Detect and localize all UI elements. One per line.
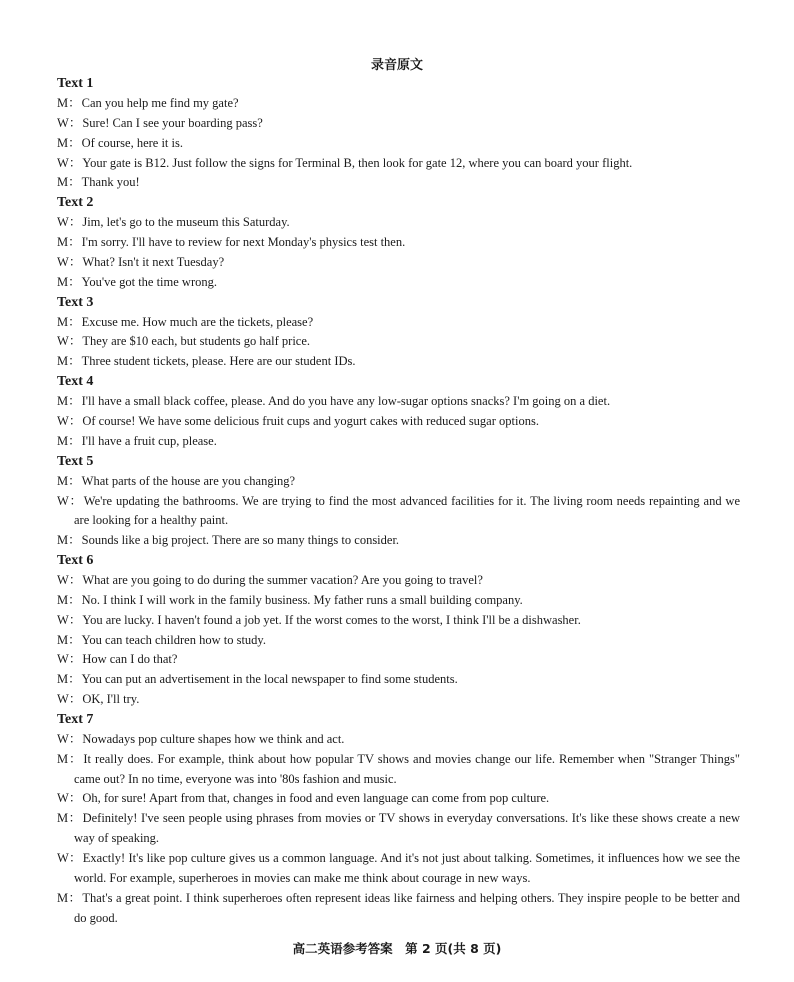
speaker-colon: ： [68, 433, 81, 448]
speaker-label: W [57, 692, 69, 707]
section-heading: Text 4 [57, 374, 94, 390]
speaker-label: W [57, 851, 69, 865]
speaker-label: M [57, 533, 69, 548]
dialogue-line [57, 173, 740, 193]
section-heading: Text 3 [57, 294, 94, 310]
utterance-text: We're updating the bathrooms. We are trying to find the most advanced facilities for it. The living room needs repainting and we are looking for a healthy paint. [74, 493, 740, 528]
speaker-colon: ： [68, 811, 82, 826]
speaker-label: M [57, 354, 69, 369]
dialogue-line [57, 332, 740, 352]
speaker-label: M [57, 135, 69, 150]
speaker-label: W [57, 731, 69, 746]
speaker-colon: ： [68, 672, 81, 687]
dialogue-line [57, 531, 740, 551]
dialogue-line [57, 273, 740, 293]
section-heading: Text 5 [57, 453, 94, 469]
utterance-text: Jim, let's go to the museum this Saturday. [82, 215, 290, 230]
speaker-colon: ： [68, 175, 81, 190]
speaker-label: W [57, 155, 69, 170]
dialogue-line [57, 154, 740, 174]
speaker-label: W [57, 115, 69, 130]
speaker-colon: ： [68, 632, 81, 647]
dialogue-line [57, 591, 740, 611]
dialogue-line [57, 94, 740, 114]
utterance-text: Nowadays pop culture shapes how we think and act. [82, 731, 345, 746]
utterance-text: Sounds like a big project. There are so many things to consider. [81, 533, 400, 548]
dialogue-line [57, 412, 740, 432]
dialogue-line [57, 313, 740, 333]
dialogue-line [57, 849, 740, 889]
speaker-label: M [57, 811, 69, 826]
speaker-colon: ： [68, 652, 82, 667]
speaker-label: M [57, 592, 69, 607]
dialogue-line [57, 253, 740, 273]
utterance-text: It really does. For example, think about how popular TV shows and movies change our life. Remember when "Stranger Things" came out? In no time, everyone was into '80s fashion and music. [74, 751, 740, 786]
utterance-text: They are $10 each, but students go half price. [82, 334, 311, 349]
dialogue-line [57, 631, 740, 651]
speaker-label: W [57, 215, 69, 230]
speaker-label: M [57, 672, 69, 687]
speaker-colon: ： [68, 612, 82, 627]
speaker-label: M [57, 433, 69, 448]
utterance-text: Of course! We have some delicious fruit cups and yogurt cakes with reduced sugar options. [82, 413, 539, 428]
speaker-colon: ： [68, 274, 81, 289]
speaker-colon: ： [68, 573, 82, 588]
utterance-text: Oh, for sure! Apart from that, changes in food and even language can come from pop culture. [82, 791, 550, 806]
speaker-label: M [57, 473, 69, 488]
speaker-label: M [57, 274, 69, 289]
dialogue-line [57, 611, 740, 631]
utterance-text: What parts of the house are you changing? [81, 473, 296, 488]
utterance-text: That's a great point. I think superheroes often represent ideas like fairness and helping others. They inspire people to be better and do good. [74, 890, 740, 925]
utterance-text: Sure! Can I see your boarding pass? [82, 115, 263, 130]
speaker-label: W [57, 254, 69, 269]
page-title: 录音原文 [370, 58, 423, 73]
speaker-colon: ： [68, 473, 81, 488]
dialogue-line [57, 233, 740, 253]
speaker-colon: ： [68, 215, 82, 230]
utterance-text: What? Isn't it next Tuesday? [82, 254, 225, 269]
speaker-label: M [57, 632, 69, 647]
speaker-colon: ： [68, 135, 81, 150]
dialogue-line [57, 352, 740, 372]
utterance-text: Thank you! [81, 175, 140, 190]
speaker-colon: ： [68, 235, 81, 250]
utterance-text: Excuse me. How much are the tickets, please? [81, 314, 314, 329]
speaker-label: W [57, 612, 69, 627]
speaker-colon: ： [68, 334, 82, 349]
speaker-label: W [57, 334, 69, 349]
utterance-text: Definitely! I've seen people using phrases from movies or TV shows in everyday conversations. It's like these shows create a new way of speaking. [74, 811, 740, 846]
speaker-colon: ： [68, 254, 82, 269]
speaker-label: W [57, 791, 69, 806]
utterance-text: I'll have a small black coffee, please. And do you have any low-sugar options snacks? I'm going on a diet. [81, 394, 611, 409]
speaker-colon: ： [68, 115, 82, 130]
dialogue-line [57, 809, 740, 849]
speaker-colon: ： [68, 851, 82, 865]
speaker-label: M [57, 394, 69, 409]
speaker-colon: ： [68, 413, 82, 428]
speaker-colon: ： [68, 692, 82, 707]
section-heading: Text 1 [57, 76, 94, 91]
dialogue-line [57, 114, 740, 134]
speaker-label: W [57, 573, 69, 588]
speaker-colon: ： [68, 394, 81, 409]
speaker-colon: ： [68, 751, 83, 766]
page-footer: 高二英语参考答案 第 2 页(共 8 页) [292, 941, 502, 956]
speaker-label: W [57, 413, 69, 428]
speaker-colon: ： [68, 592, 81, 607]
dialogue-line [57, 492, 740, 532]
utterance-text: You are lucky. I haven't found a job yet. If the worst comes to the worst, I think I'll be a dishwasher. [82, 612, 581, 627]
speaker-label: M [57, 96, 69, 110]
utterance-text: Of course, here it is. [81, 135, 183, 150]
speaker-colon: ： [68, 155, 82, 170]
section-heading: Text 7 [57, 711, 94, 727]
speaker-label: M [57, 890, 69, 905]
dialogue-line [57, 889, 740, 929]
speaker-colon: ： [68, 96, 81, 110]
utterance-text: How can I do that? [82, 652, 178, 667]
speaker-label: M [57, 235, 69, 250]
utterance-text: Three student tickets, please. Here are our student IDs. [81, 354, 356, 369]
speaker-colon: ： [68, 731, 82, 746]
transcript-body [57, 74, 740, 928]
dialogue-line [57, 789, 740, 809]
speaker-colon: ： [68, 533, 81, 548]
dialogue-line [57, 690, 740, 710]
utterance-text: No. I think I will work in the family business. My father runs a small building company. [81, 592, 523, 607]
speaker-label: M [57, 314, 69, 329]
section-heading: Text 2 [57, 195, 94, 211]
dialogue-line [57, 730, 740, 750]
dialogue-line [57, 670, 740, 690]
utterance-text: Can you help me find my gate? [81, 96, 239, 110]
dialogue-line [57, 750, 740, 790]
section-heading: Text 6 [57, 553, 94, 569]
dialogue-line [57, 571, 740, 591]
speaker-colon: ： [68, 791, 82, 806]
utterance-text: You've got the time wrong. [81, 274, 217, 289]
speaker-label: M [57, 175, 69, 190]
utterance-text: OK, I'll try. [82, 692, 140, 707]
speaker-colon: ： [68, 493, 83, 508]
speaker-colon: ： [68, 354, 81, 369]
utterance-text: I'll have a fruit cup, please. [81, 433, 217, 448]
dialogue-line [57, 213, 740, 233]
dialogue-line [57, 432, 740, 452]
dialogue-line [57, 472, 740, 492]
speaker-colon: ： [68, 890, 82, 905]
speaker-colon: ： [68, 314, 81, 329]
dialogue-line [57, 134, 740, 154]
utterance-text: Your gate is B12. Just follow the signs for Terminal B, then look for gate 12, where you can board your flight. [82, 155, 633, 170]
dialogue-line [57, 392, 740, 412]
utterance-text: You can teach children how to study. [81, 632, 266, 647]
utterance-text: What are you going to do during the summer vacation? Are you going to travel? [82, 573, 483, 588]
utterance-text: You can put an advertisement in the local newspaper to find some students. [81, 672, 458, 687]
speaker-label: W [57, 652, 69, 667]
speaker-label: M [57, 751, 69, 766]
utterance-text: Exactly! It's like pop culture gives us a common language. And it's not just about talking. Sometimes, it influences how we see the world. For example, superheroes in movies can make me think about courage in new ways. [74, 851, 740, 885]
speaker-label: W [57, 493, 69, 508]
utterance-text: I'm sorry. I'll have to review for next Monday's physics test then. [81, 235, 406, 250]
dialogue-line [57, 650, 740, 670]
